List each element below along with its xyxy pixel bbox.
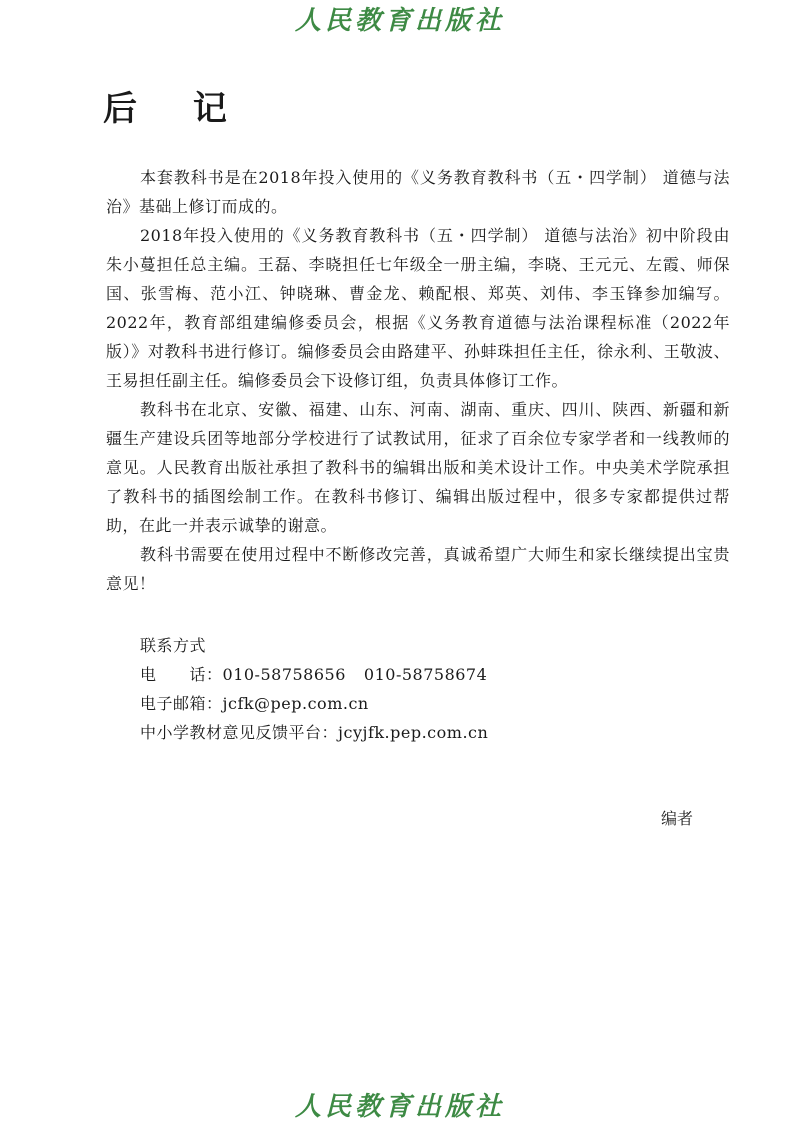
contact-platform-row bbox=[140, 718, 488, 747]
contact-phone-row bbox=[140, 660, 488, 689]
contact-heading: 联系方式 bbox=[140, 636, 207, 655]
email-label: 电子邮箱： bbox=[140, 694, 223, 713]
contact-email-row bbox=[140, 689, 488, 718]
paragraph-intro: 本套教科书是在2018年投入使用的《义务教育教科书（五・四学制） 道德与法治》基础上修订而成的。 bbox=[106, 168, 730, 216]
signature: 编者 bbox=[661, 809, 694, 828]
publisher-logo-top: 人民教育出版社 bbox=[294, 6, 505, 36]
platform-url: jcyjfk.pep.com.cn bbox=[338, 723, 489, 742]
platform-label: 中小学教材意见反馈平台： bbox=[140, 723, 339, 742]
afterword-body bbox=[106, 163, 730, 598]
phone-label: 电 话： bbox=[140, 665, 223, 684]
phone-number-2: 010-58758674 bbox=[363, 665, 488, 684]
phone-number-1: 010-58758656 bbox=[222, 665, 346, 684]
paragraph-editors: 2018年投入使用的《义务教育教科书（五・四学制） 道德与法治》初中阶段由朱小蔓担任总主编。王磊、李晓担任七年级全一册主编，李晓、王元元、左霞、师保国、张雪梅、范小江、钟晓琳、曹金龙、赖配根、郑英、刘伟、李玉锋参加编写。2022年，教育部组建编修委员会，根据《义务教育道德与法治课程标准（2022年版）》对教科书进行修订。编修委员会由路建平、孙蚌珠担任主任，徐永利、王敬波、王易担任副主任。编修委员会下设修订组，负责具体修订工作。 bbox=[106, 226, 730, 390]
contact-info bbox=[140, 631, 488, 747]
page-title: 后 记 bbox=[103, 89, 249, 129]
paragraph-trials: 教科书在北京、安徽、福建、山东、河南、湖南、重庆、四川、陕西、新疆和新疆生产建设兵团等地部分学校进行了试教试用，征求了百余位专家学者和一线教师的意见。人民教育出版社承担了教科书的编辑出版和美术设计工作。中央美术学院承担了教科书的插图绘制工作。在教科书修订、编辑出版过程中，很多专家都提供过帮助，在此一并表示诚挚的谢意。 bbox=[106, 400, 730, 535]
publisher-logo-bottom: 人民教育出版社 bbox=[294, 1092, 505, 1122]
paragraph-feedback: 教科书需要在使用过程中不断修改完善，真诚希望广大师生和家长继续提出宝贵意见！ bbox=[106, 545, 730, 593]
email-address: jcfk@pep.com.cn bbox=[222, 694, 369, 713]
